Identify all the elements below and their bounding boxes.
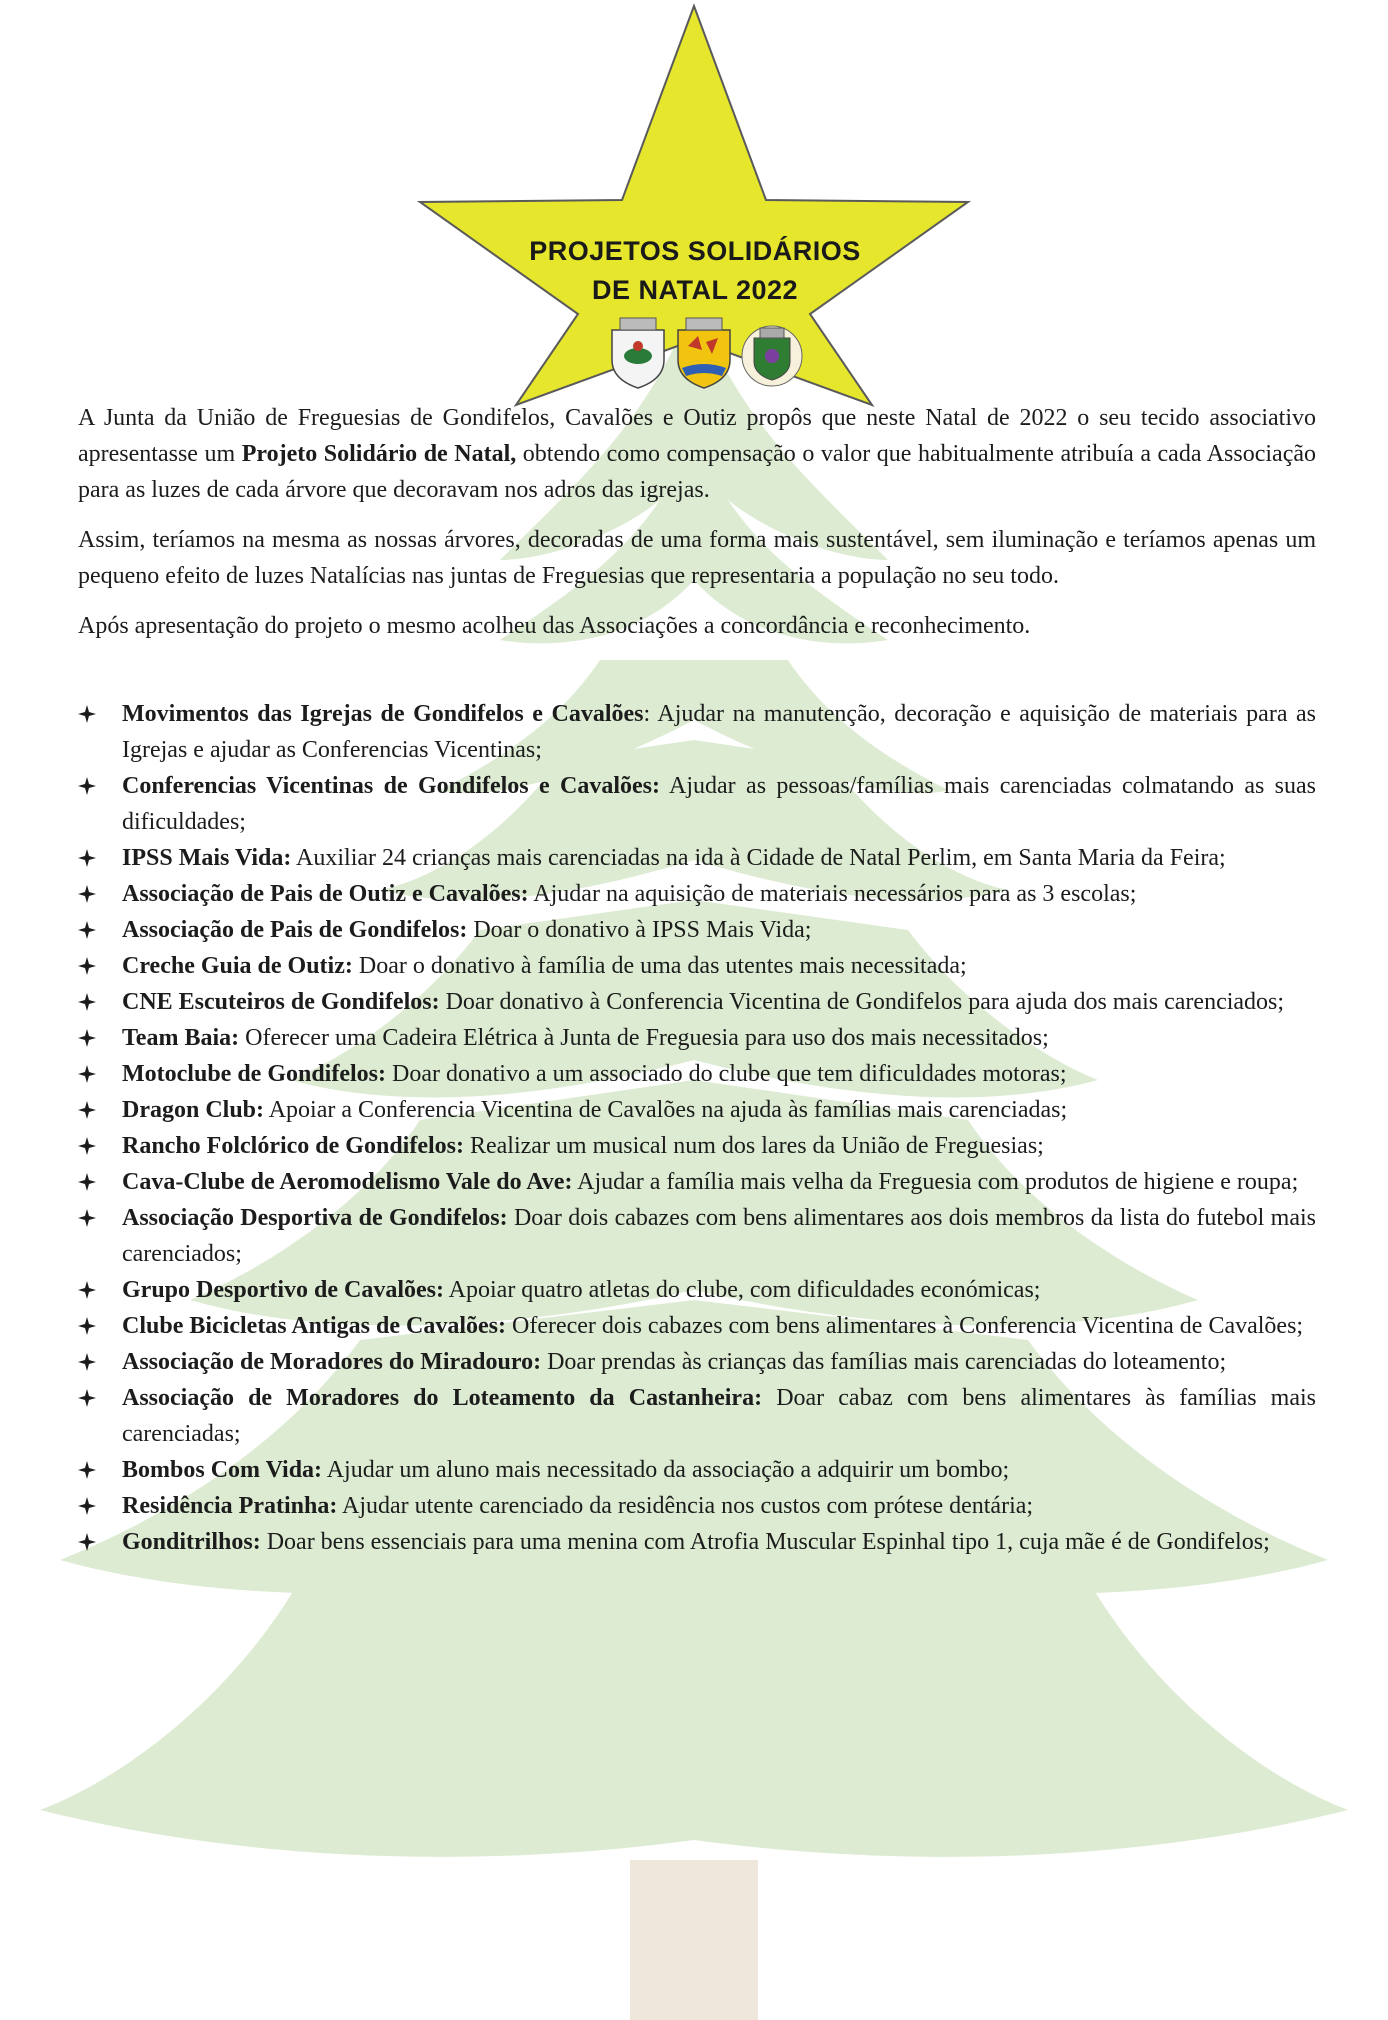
- association-name: Associação de Moradores do Loteamento da Castanheira:: [122, 1385, 763, 1411]
- diamond-bullet-icon: [78, 885, 96, 903]
- project-description: Doar o donativo à família de uma das utentes mais necessitada;: [352, 953, 967, 979]
- diamond-bullet-icon: [78, 1173, 96, 1191]
- projects-list: [78, 696, 1316, 1560]
- association-name: Team Baia:: [122, 1025, 240, 1051]
- project-description: Apoiar a Conferencia Vicentina de Cavalões na ajuda às famílias mais carenciadas;: [264, 1097, 1068, 1123]
- list-item: [78, 1056, 1316, 1092]
- list-item: [78, 1344, 1316, 1380]
- intro-paragraph-3: Após apresentação do projeto o mesmo acolheu das Associações a concordância e reconhecimento.: [78, 613, 1031, 639]
- association-name: IPSS Mais Vida:: [122, 845, 292, 871]
- list-item: [78, 1092, 1316, 1128]
- project-description: Oferecer uma Cadeira Elétrica à Junta de Freguesia para uso dos mais necessitados;: [239, 1025, 1049, 1051]
- list-item: [78, 912, 1316, 948]
- diamond-bullet-icon: [78, 1101, 96, 1119]
- intro-paragraph-2: Assim, teríamos na mesma as nossas árvores, decoradas de uma forma mais sustentável, sem iluminação e teríamos apenas um pequeno efeito de luzes Natalícias nas juntas de Freguesias que representaria a população no seu todo.: [78, 527, 1316, 589]
- cavaloes-crest: [672, 316, 736, 392]
- diamond-bullet-icon: [78, 1461, 96, 1479]
- list-item: [78, 876, 1316, 912]
- project-description: Ajudar um aluno mais necessitado da associação a adquirir um bombo;: [322, 1457, 1010, 1483]
- list-item: [78, 1452, 1316, 1488]
- association-name: Associação de Pais de Gondifelos:: [122, 917, 468, 943]
- diamond-bullet-icon: [78, 993, 96, 1011]
- project-description: Ajudar na aquisição de materiais necessários para as 3 escolas;: [528, 881, 1137, 907]
- list-item: [78, 840, 1316, 876]
- association-name: Clube Bicicletas Antigas de Cavalões:: [122, 1313, 506, 1339]
- document-title-line-1: PROJETOS SOLIDÁRIOS: [529, 236, 861, 266]
- association-name: Associação de Moradores do Miradouro:: [122, 1349, 542, 1375]
- document-title-line-2: DE NATAL 2022: [591, 275, 799, 305]
- diamond-bullet-icon: [78, 1497, 96, 1515]
- project-description: Doar cabaz com bens alimentares às famílias mais carenciadas;: [122, 1385, 1317, 1447]
- list-item: [78, 1380, 1316, 1452]
- project-description: Doar donativo à Conferencia Vicentina de Gondifelos para ajuda dos mais carenciados;: [439, 989, 1285, 1015]
- diamond-bullet-icon: [78, 1029, 96, 1047]
- association-name: Motoclube de Gondifelos:: [122, 1061, 386, 1087]
- list-item: [78, 1488, 1316, 1524]
- association-name: Movimentos das Igrejas de Gondifelos e Cavalões: [122, 701, 644, 727]
- diamond-bullet-icon: [78, 957, 96, 975]
- project-description: Realizar um musical num dos lares da União de Freguesias;: [463, 1133, 1044, 1159]
- project-description: Ajudar as pessoas/famílias mais carenciadas colmatando as suas dificuldades;: [122, 773, 1317, 835]
- project-description: Doar o donativo à IPSS Mais Vida;: [467, 917, 812, 943]
- diamond-bullet-icon: [78, 1065, 96, 1083]
- list-item: [78, 1524, 1316, 1560]
- project-description: Ajudar a família mais velha da Freguesia com produtos de higiene e roupa;: [572, 1169, 1299, 1195]
- association-name: Rancho Folclórico de Gondifelos:: [122, 1133, 464, 1159]
- project-description: Apoiar quatro atletas do clube, com dificuldades económicas;: [443, 1277, 1041, 1303]
- project-description: Doar donativo a um associado do clube que tem dificuldades motoras;: [386, 1061, 1067, 1087]
- association-name: Creche Guia de Outiz:: [122, 953, 353, 979]
- diamond-bullet-icon: [78, 1533, 96, 1551]
- project-description: Doar prendas às crianças das famílias mais carenciadas do loteamento;: [541, 1349, 1227, 1375]
- diamond-bullet-icon: [78, 849, 96, 867]
- association-name: Conferencias Vicentinas de Gondifelos e Cavalões:: [122, 773, 660, 799]
- tree-trunk: [630, 1860, 758, 2020]
- list-item: [78, 1272, 1316, 1308]
- list-item: [78, 948, 1316, 984]
- association-name: Associação Desportiva de Gondifelos:: [122, 1205, 508, 1231]
- project-description: Auxiliar 24 crianças mais carenciadas na ida à Cidade de Natal Perlim, em Santa Maria da Feira;: [291, 845, 1226, 871]
- list-item: [78, 1020, 1316, 1056]
- list-item: [78, 1164, 1316, 1200]
- diamond-bullet-icon: [78, 1209, 96, 1227]
- list-item: [78, 696, 1316, 768]
- association-name: CNE Escuteiros de Gondifelos:: [122, 989, 440, 1015]
- list-item: [78, 768, 1316, 840]
- diamond-bullet-icon: [78, 777, 96, 795]
- list-item: [78, 1128, 1316, 1164]
- diamond-bullet-icon: [78, 921, 96, 939]
- association-name: Bombos Com Vida:: [122, 1457, 323, 1483]
- association-name: Associação de Pais de Outiz e Cavalões:: [122, 881, 529, 907]
- list-item: [78, 1308, 1316, 1344]
- list-item: [78, 984, 1316, 1020]
- outiz-crest: [740, 316, 804, 392]
- intro-paragraph-1: A Junta da União de Freguesias de Gondifelos, Cavalões e Outiz propôs que neste Natal de 2022 o seu tecido associativo apresentasse um Projeto Solidário de Natal, obtendo como compensação o valor que habitualmente atribuía a cada Associação para as luzes de cada árvore que decoravam nos adros das igrejas.: [78, 405, 1317, 503]
- project-description: Doar bens essenciais para uma menina com Atrofia Muscular Espinhal tipo 1, cuja mãe é de Gondifelos;: [260, 1529, 1270, 1555]
- association-name: Grupo Desportivo de Cavalões:: [122, 1277, 444, 1303]
- list-item: [78, 1200, 1316, 1272]
- diamond-bullet-icon: [78, 1353, 96, 1371]
- gondifelos-crest: [606, 316, 670, 392]
- diamond-bullet-icon: [78, 1317, 96, 1335]
- association-name: Dragon Club:: [122, 1097, 265, 1123]
- project-description: : Ajudar na manutenção, decoração e aquisição de materiais para as Igrejas e ajudar as Conferencias Vicentinas;: [122, 701, 1317, 763]
- diamond-bullet-icon: [78, 1137, 96, 1155]
- project-description: Oferecer dois cabazes com bens alimentares à Conferencia Vicentina de Cavalões;: [506, 1313, 1304, 1339]
- diamond-bullet-icon: [78, 1389, 96, 1407]
- diamond-bullet-icon: [78, 705, 96, 723]
- association-name: Gonditrilhos:: [122, 1529, 261, 1555]
- project-description: Doar dois cabazes com bens alimentares aos dois membros da lista do futebol mais carenciados;: [122, 1205, 1316, 1267]
- document-body: [78, 400, 1316, 1560]
- project-description: Ajudar utente carenciado da residência nos custos com prótese dentária;: [337, 1493, 1034, 1519]
- association-name: Cava-Clube de Aeromodelismo Vale do Ave:: [122, 1169, 573, 1195]
- project-name-bold: Projeto Solidário de Natal,: [241, 441, 517, 467]
- diamond-bullet-icon: [78, 1281, 96, 1299]
- association-name: Residência Pratinha:: [122, 1493, 338, 1519]
